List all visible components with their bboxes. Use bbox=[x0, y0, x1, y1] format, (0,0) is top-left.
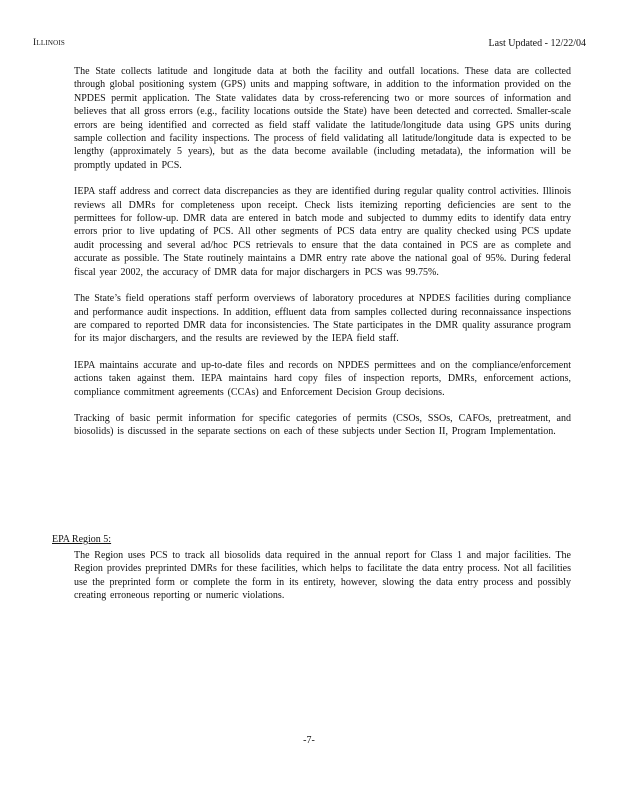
header-last-updated: Last Updated - 12/22/04 bbox=[488, 38, 586, 49]
paragraph-region-biosolids: The Region uses PCS to track all biosolids data required in the annual report for Class 1 and major facilities. The Region provides preprinted DMRs for these facilities, which helps to facilitate the data entry process. Not all facilities use the preprinted form or complete the form in its entirety, however, slowing the data entry process and possibly creating erroneous reporting or numeric violations. bbox=[74, 550, 571, 602]
paragraph-field-operations: The State’s field operations staff perform overviews of laboratory procedures at NPDES facilities during compliance and performance audit inspections. In addition, effluent data from samples collected during reconnaissance inspections are compared to reported DMR data for inconsistencies. The State participates in the DMR quality assurance program for its major dischargers, and the results are reviewed by the IEPA field staff. bbox=[74, 293, 571, 345]
document-body bbox=[74, 65, 571, 452]
region-section bbox=[74, 549, 571, 616]
paragraph-permit-tracking: Tracking of basic permit information for specific categories of permits (CSOs, SSOs, CAFOs, pretreatment, and biosolids) is discussed in the separate sections on each of these subjects under Section II, Program Implementation. bbox=[74, 412, 571, 438]
paragraph-records: IEPA maintains accurate and up-to-date files and records on NPDES permittees and on the compliance/enforcement actions taken against them. IEPA maintains hard copy files of inspection reports, DMRs, enforcement actions, compliance commitment agreements (CCAs) and Enforcement Decision Group decisions. bbox=[74, 359, 571, 398]
paragraph-quality-control: IEPA staff address and correct data discrepancies as they are identified during regular quality control activities. Illinois reviews all DMRs for completeness upon receipt. Check lists itemizing reporting deficiencies are sent to the permittees for follow-up. DMR data are entered in batch mode and subjected to dummy edits to identify data entry errors prior to live updating of PCS. All other segments of PCS data entry are quality checked using PCS update audit processing and several ad/hoc PCS retrievals to ensure that the data contained in PCS are as complete and accurate as possible. The State routinely maintains a DMR entry rate above the national goal of 95%. During federal fiscal year 2002, the accuracy of DMR data for major dischargers in PCS was 99.75%. bbox=[74, 186, 571, 278]
paragraph-location-data: The State collects latitude and longitude data at both the facility and outfall locations. These data are collected through global positioning system (GPS) units and mapping software, in addition to the information provided on the NPDES permit application. The State validates data by cross-referencing two or more sources of information and believes that all gross errors (e.g., facility locations outside the State) have been detected and corrected. Smaller-scale errors are being identified and corrected as field staff validate the latitude/longitude data using GPS units during sample collection and facility inspections. The process of field validating all latitude/longitude data is expected to be lengthy (approximately 5 years), but as the data become available (including metadata), the information will be promptly updated in PCS. bbox=[74, 66, 571, 171]
page-number: -7- bbox=[303, 735, 315, 746]
header-state: Illinois bbox=[33, 38, 65, 48]
region-heading: EPA Region 5: bbox=[52, 534, 112, 545]
